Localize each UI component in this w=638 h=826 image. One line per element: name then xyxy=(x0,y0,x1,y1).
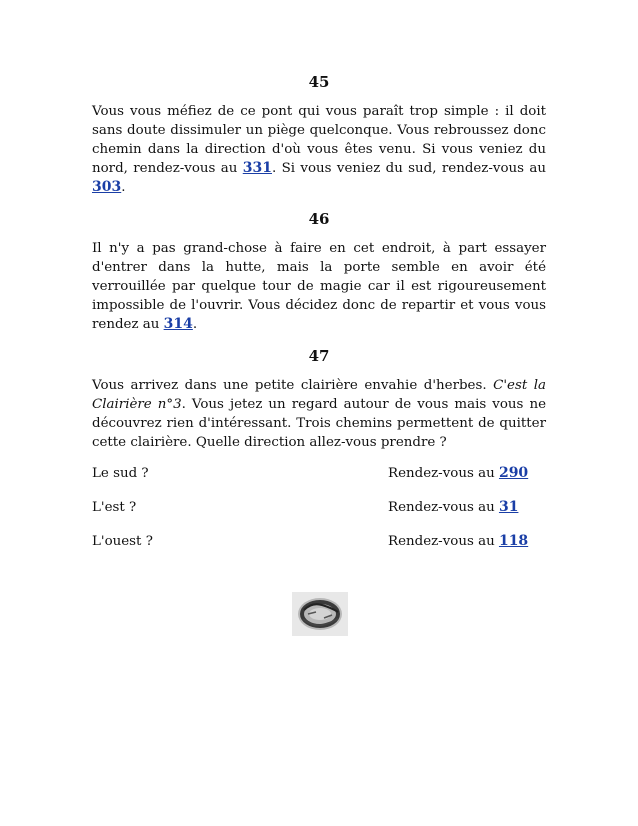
section-number: 46 xyxy=(308,210,330,228)
choice-link[interactable]: 31 xyxy=(498,499,519,515)
choice-row xyxy=(92,532,546,551)
choice-prefix: Rendez-vous au xyxy=(388,500,499,515)
choice-row xyxy=(92,498,546,517)
choice-target xyxy=(388,464,546,483)
choice-link[interactable]: 118 xyxy=(498,533,529,549)
section-number: 45 xyxy=(308,73,330,91)
location-name: C'est la Clairière n°3 xyxy=(92,378,546,412)
choice-direction: L'est ? xyxy=(92,500,137,515)
paragraph-text: . xyxy=(121,180,126,195)
book-content xyxy=(92,72,546,566)
paragraph-link[interactable]: 314 xyxy=(163,316,193,332)
choice-prefix: Rendez-vous au xyxy=(388,466,499,481)
section-paragraph xyxy=(92,102,546,197)
paragraph-text: Vous arrivez dans une petite clairière envahie d'herbes. xyxy=(92,378,494,393)
section-number: 47 xyxy=(308,347,330,365)
paragraph-text: . xyxy=(192,317,198,332)
choice-target xyxy=(388,532,546,551)
choice-direction: L'ouest ? xyxy=(92,534,153,549)
paragraph-text: . Vous jetez un regard autour de vous mais vous ne découvrez rien d'intéressant. Trois chemins permettent de quitter cette clairière. Quelle direction allez-vous prendre ? xyxy=(92,397,546,450)
section-paragraph xyxy=(92,239,546,334)
choice-prefix: Rendez-vous au xyxy=(388,534,499,549)
choice-direction: Le sud ? xyxy=(92,466,149,481)
paragraph-text: Il n'y a pas grand-chose à faire en cet endroit, à part essayer d'entrer dans la hutte, mais la porte semble en avoir été verrouillée par quelque tour de magie car il est rigoureusement impossible de l'ouvrir. Vous décidez donc de repartir et vous vous rendez au xyxy=(92,241,546,332)
paragraph-link[interactable]: 331 xyxy=(242,160,272,176)
choice-target xyxy=(388,498,546,517)
paragraph-text: Vous vous méfiez de ce pont qui vous paraît trop simple : il doit sans doute dissimuler un piège quelconque. Vous rebroussez donc chemin dans la direction d'où vous êtes venu. Si vous veniez du nord, rendez-vous au xyxy=(92,104,546,176)
choice-row xyxy=(92,464,546,483)
paragraph-link[interactable]: 303 xyxy=(92,179,122,195)
ring-illustration xyxy=(292,592,348,636)
paragraph-text: . Si vous veniez du sud, rendez-vous au xyxy=(271,161,546,176)
choice-link[interactable]: 290 xyxy=(498,465,529,481)
section-paragraph xyxy=(92,376,546,452)
